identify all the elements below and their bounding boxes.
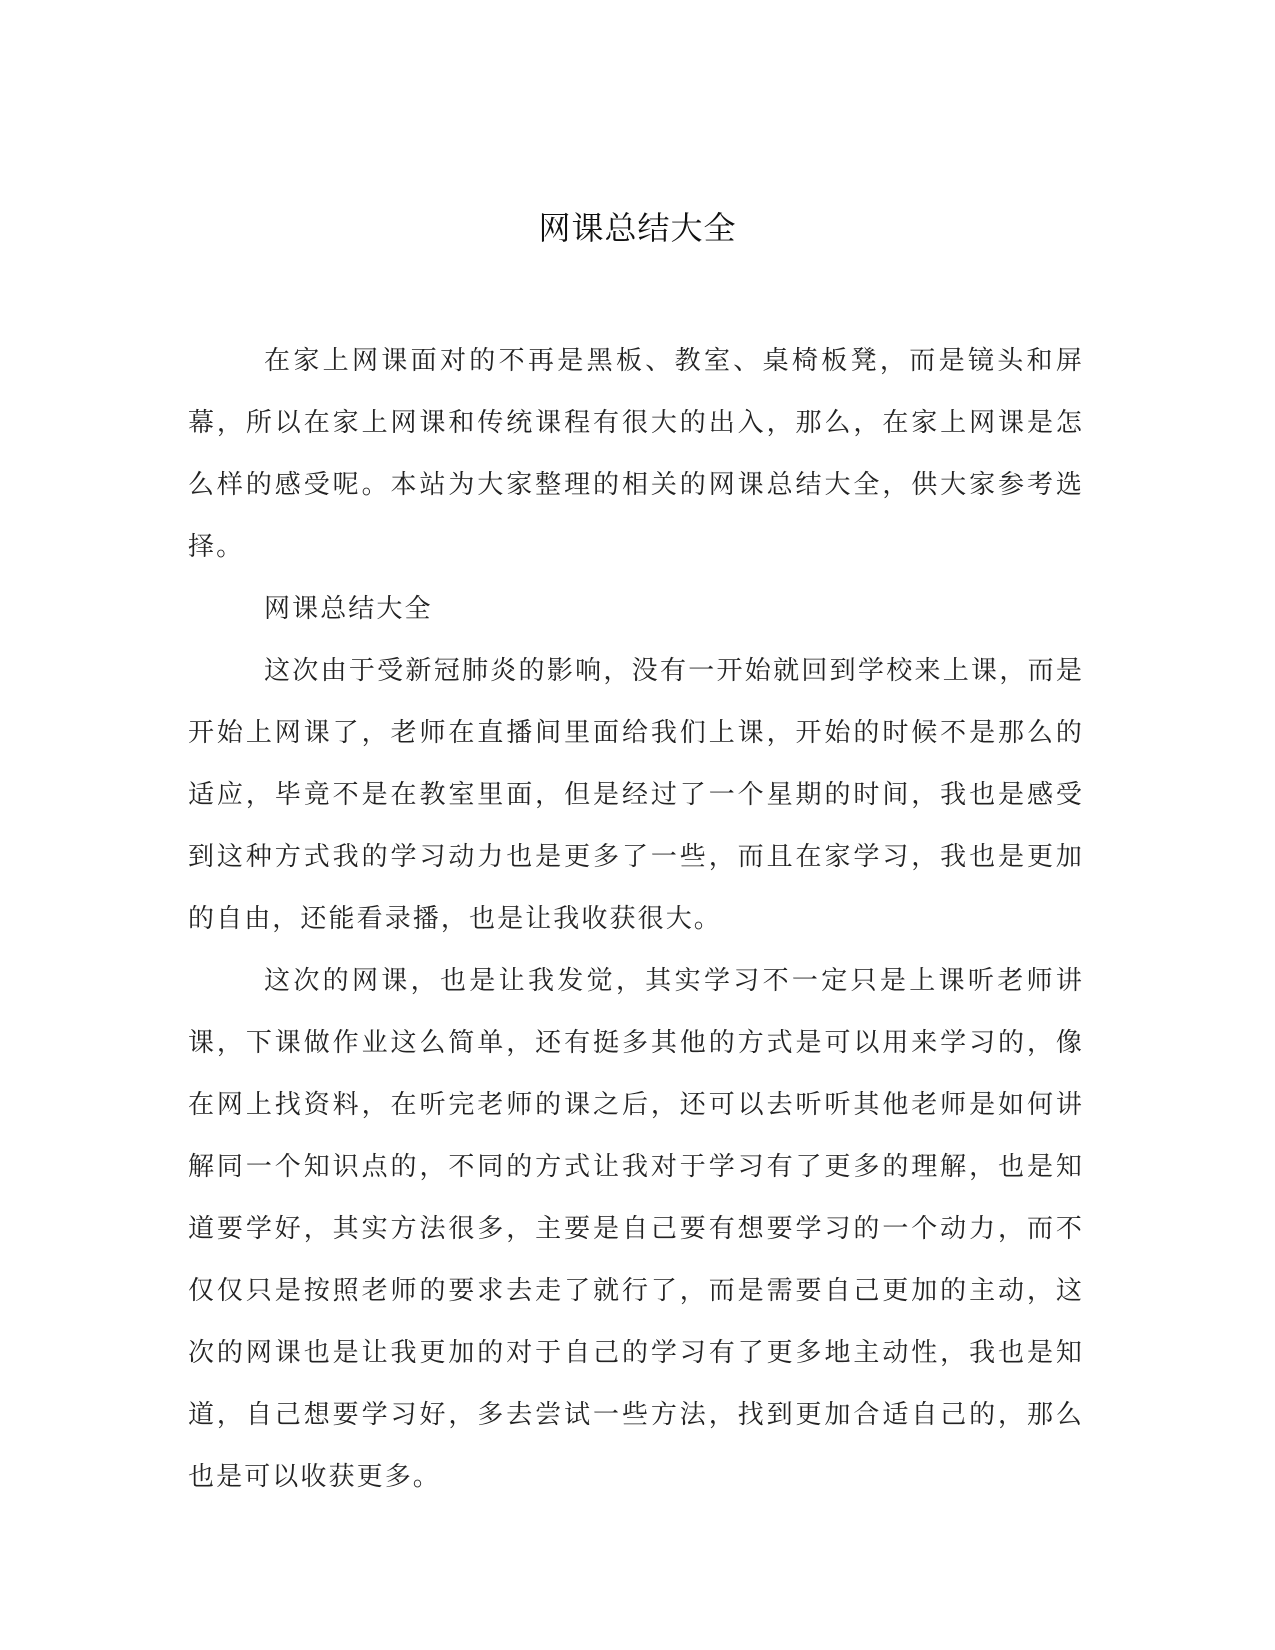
document-title: 网课总结大全 xyxy=(538,209,737,247)
document-body xyxy=(188,330,1084,1508)
paragraph-subheading: 网课总结大全 xyxy=(264,594,433,624)
paragraph-body-2: 这次的网课，也是让我发觉，其实学习不一定只是上课听老师讲课，下课做作业这么简单，还有挺多其他的方式是可以用来学习的，像在网上找资料，在听完老师的课之后，还可以去听听其他老师是如何讲解同一个知识点的，不同的方式让我对于学习有了更多的理解，也是知道要学好，其实方法很多，主要是自己要有想要学习的一个动力，而不仅仅只是按照老师的要求去走了就行了，而是需要自己更加的主动，这次的网课也是让我更加的对于自己的学习有了更多地主动性，我也是知道，自己想要学习好，多去尝试一些方法，找到更加合适自己的，那么也是可以收获更多。 xyxy=(188,966,1084,1492)
paragraph-body-1: 这次由于受新冠肺炎的影响，没有一开始就回到学校来上课，而是开始上网课了，老师在直播间里面给我们上课，开始的时候不是那么的适应，毕竟不是在教室里面，但是经过了一个星期的时间，我也是感受到这种方式我的学习动力也是更多了一些，而且在家学习，我也是更加的自由，还能看录播，也是让我收获很大。 xyxy=(188,656,1084,934)
paragraph-intro: 在家上网课面对的不再是黑板、教室、桌椅板凳，而是镜头和屏幕，所以在家上网课和传统课程有很大的出入，那么，在家上网课是怎么样的感受呢。本站为大家整理的相关的网课总结大全，供大家参考选择。 xyxy=(188,346,1084,562)
